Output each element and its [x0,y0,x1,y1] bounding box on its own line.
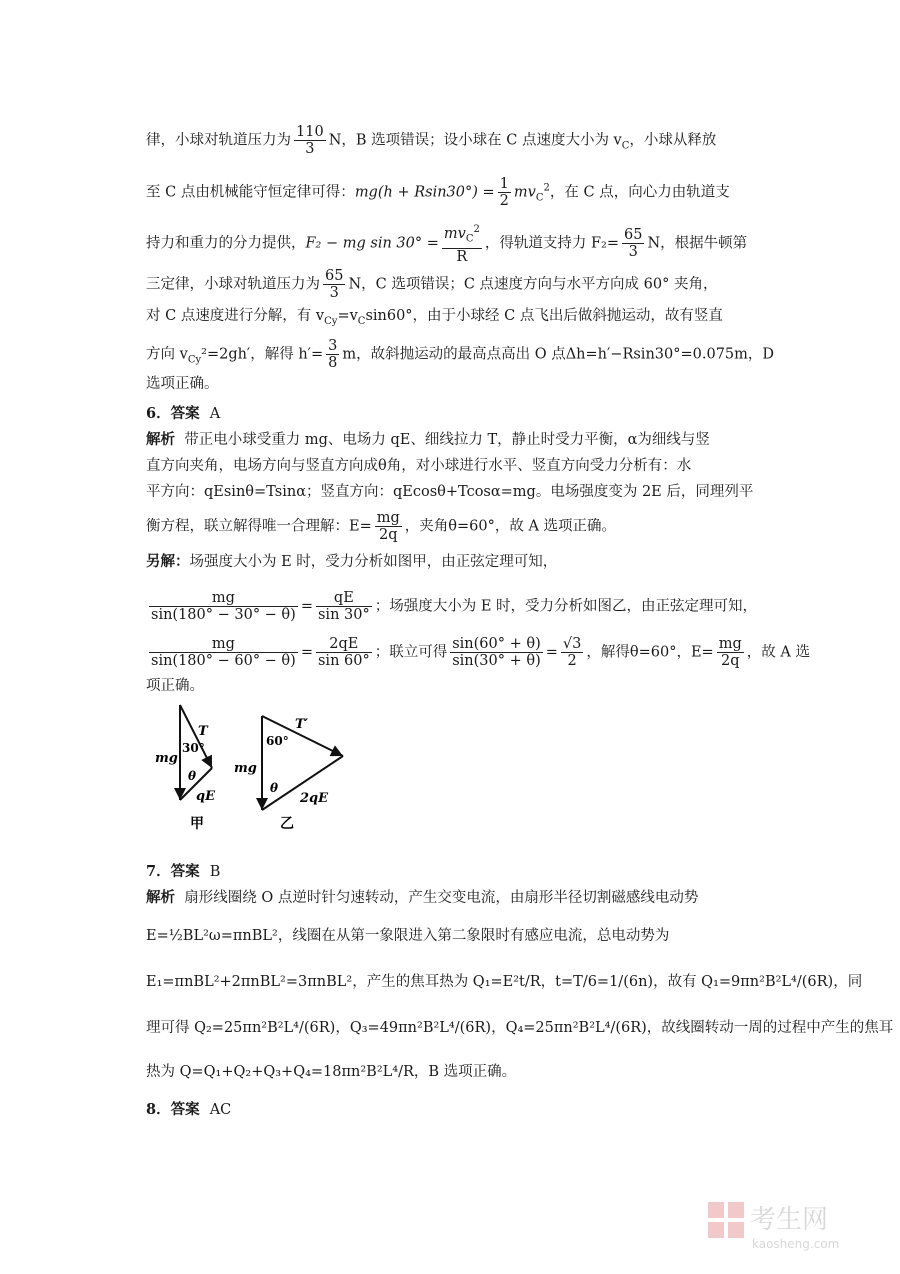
denominator: 3 [305,141,315,157]
subscript: C [535,192,544,204]
text: E=½BL²ω=πnBL²，线圈在从第一象限进入第二象限时有感应电流，总电动势为 [146,928,670,944]
watermark-name: 考生网 [750,1205,829,1235]
superscript: 2 [473,224,480,235]
text: ²=2gh′，解得 h′= [201,346,324,363]
answer-value: AC [209,1102,232,1118]
theta-label: θ [188,769,197,783]
alt-line-3: $\frac{mg}{\sin(180^\circ - 60^\circ - \theta)}$ = $\frac{2qE}{\sin 60^\circ}$ ；联立可得 $\frac{\sin(60^\circ + \theta)}{\sin(30^\circ + \theta)}$ = $\frac{√3}{2}$ ，解得θ=60°，E= $\frac{mg}{2q}$ ，故 A 选 [151,636,810,669]
numerator: sin(60° + θ) [452,636,541,652]
fraction [323,268,345,301]
force-diagram-svg [150,700,370,840]
numerator: mg [718,636,742,652]
watermark-logo [708,1196,878,1260]
mg-label-2: mg [234,761,257,776]
text: 三定律，小球对轨道压力为 [146,276,320,293]
analysis-label: 解析 [146,431,175,448]
text: 至 C 点由机械能守恒定律可得： [146,184,355,201]
line-2 [146,176,756,209]
qe-label: qE [196,789,215,804]
text: 理可得 Q₂=25πn²B²L⁴/(6R)，Q₃=49πn²B²L⁴/(6R)，Q₄=25πn²B²L⁴/(6R)，故线圈转动一周的过程中产生的焦耳 [146,1020,894,1036]
text: 选项正确。 [146,376,219,392]
text: ，夹角θ=60°，故 A 选项正确。 [404,518,617,535]
diagram-right [234,716,343,832]
fraction [450,636,543,669]
numerator: 2qE [316,636,372,653]
answer-value: B [209,864,221,880]
numerator: 3 [328,338,338,354]
denominator: sin(180° − 60° − θ) [151,653,296,669]
denominator: sin(180° − 30° − θ) [151,607,296,623]
numerator: qE [316,590,372,607]
text: N，B 选项错误；设小球在 C 点速度大小为 v [328,132,622,149]
denominator: sin(30° + θ) [452,653,541,669]
text: ，故 A 选 [746,644,810,661]
answer-value: A [209,406,221,422]
text: 持力和重力的分力提供， [146,235,306,252]
text: 直方向夹角，电场方向与竖直方向成θ角，对小球进行水平、竖直方向受力分析有：水 [146,458,692,474]
text: 项正确。 [146,678,204,694]
equation: F₂ − mg sin 30° = [305,235,439,252]
subscript: C [621,140,630,152]
fraction [561,636,583,669]
line-3 [146,222,756,265]
fraction [622,227,644,260]
q7-line-1 [146,888,756,908]
superscript: 2 [543,182,550,194]
text: mv [443,225,466,242]
fraction [717,636,744,669]
text: E₁=πnBL²+2πnBL²=3πnBL²，产生的焦耳热为 Q₁=E²t/R，t=T/6=1/(6n)，故有 Q₁=9πn²B²L⁴/(6R)，同 [146,974,863,990]
text: 方向 v [146,346,188,363]
text: 带正电小球受重力 mg、电场力 qE、细线拉力 T，静止时受力平衡，α为细线与竖 [184,432,710,448]
denominator: 2 [567,653,577,669]
text: N，根据牛顿第 [647,235,748,252]
line-7 [146,374,756,394]
text: ，解得θ=60°，E= [586,644,714,661]
text: 衡方程，联立解得唯一合理解：E= [146,518,372,535]
text: m，故斜抛运动的最高点高出 O 点Δh=h′−Rsin30°=0.075m，D [342,346,775,363]
text: ；联立可得 [374,644,448,661]
q6-line-2 [146,456,756,476]
fraction [375,510,402,543]
alt-line-4 [146,676,756,696]
q6-line-4 [146,510,756,543]
q6-line-3 [146,482,756,502]
force-diagram [150,700,370,844]
fraction [442,222,482,265]
denominator: sin 30° [317,607,370,623]
numerator: mg [149,636,298,653]
alt-line-2: $\frac{mg}{\sin(180^\circ - 30^\circ - \theta)}$ = $\frac{qE}{\sin 30^\circ}$ ；场强度大小为 E 时，受力分析如图乙，由正弦定理可知， [151,590,758,623]
caption-jia: 甲 [190,816,204,832]
alt-line-1 [146,552,756,572]
subscript: C [465,233,474,245]
angle-label: 30° [182,741,205,755]
text: 场强度大小为 E 时，受力分析如图甲，由正弦定理可知， [189,554,558,570]
theta-label-2: θ [270,781,279,795]
fraction [316,590,372,623]
t-label: T [198,724,208,739]
t-prime-label: T′ [295,717,309,732]
subscript: C [357,315,366,327]
mg-label: mg [155,751,178,766]
text: 扇形线圈绕 O 点逆时针匀速转动，产生交变电流，由扇形半径切割磁感线电动势 [184,890,699,906]
2qe-label: 2qE [300,791,329,806]
alt-label: 另解： [146,553,190,570]
text: ，得轨道支持力 F₂= [484,235,619,252]
fraction [326,338,339,371]
text: 平方向：qEsinθ=Tsinα；竖直方向：qEcosθ+Tcosα=mg。电场强度变为 2E 后，同理列平 [146,484,754,500]
answer-label: 7．答案 [146,863,200,880]
numerator: mg [376,510,400,526]
denominator: sin 60° [317,653,370,669]
text: 律，小球对轨道压力为 [146,132,291,149]
equation: mg(h + Rsin30°) = [354,184,495,201]
analysis-label: 解析 [146,889,175,906]
fraction [316,636,372,669]
denominator: 2q [379,527,398,543]
answer-label: 8．答案 [146,1101,200,1118]
logo-mark-icon [708,1202,744,1238]
numerator: 65 [624,226,643,243]
q6-line-1 [146,430,756,450]
angle-label-2: 60° [266,734,289,748]
q7-line-2 [146,926,756,946]
numerator: 65 [325,268,344,284]
numerator: 1 [499,176,509,192]
watermark-url: kaosheng.com [752,1237,840,1251]
q7-line-3 [146,972,863,992]
numerator: √3 [562,636,582,652]
q7-answer [146,862,756,882]
fraction [149,636,298,669]
subscript: Cy [187,354,202,366]
fraction [498,176,511,209]
line-1 [146,124,756,157]
fraction [149,590,298,623]
text: ，在 C 点，向心力由轨道支 [549,184,730,201]
fraction [294,124,326,157]
numerator: mg [149,590,298,607]
text: ；场强度大小为 E 时，受力分析如图乙，由正弦定理可知， [374,598,758,615]
answer-label: 6．答案 [146,405,200,422]
text: N，C 选项错误；C 点速度方向与水平方向成 60° 夹角， [348,276,718,293]
q8-answer [146,1100,756,1120]
q7-line-5 [146,1062,756,1082]
watermark-svg [708,1196,878,1256]
text: 热为 Q=Q₁+Q₂+Q₃+Q₄=18πn²B²L⁴/R，B 选项正确。 [146,1064,517,1080]
denominator: R [456,248,468,265]
text: 对 C 点速度进行分解，有 v [146,308,325,324]
denominator: 2 [499,193,509,209]
text: =v [337,308,358,324]
denominator: 8 [328,355,338,371]
numerator: 110 [296,124,324,140]
caption-yi: 乙 [280,816,294,832]
numerator [442,222,482,249]
line-4 [146,268,756,301]
q7-line-4 [146,1018,894,1038]
line-6 [146,338,775,371]
equation: mv [513,184,536,201]
diagram-left [155,705,216,832]
subscript: Cy [324,315,338,327]
denominator: 2q [720,653,740,669]
q6-answer [146,404,756,424]
denominator: 3 [329,285,339,301]
text: ，小球从释放 [629,132,717,149]
line-5 [146,306,756,332]
text: sin60°，由于小球经 C 点飞出后做斜抛运动，故有竖直 [365,308,723,324]
denominator: 3 [628,243,638,260]
